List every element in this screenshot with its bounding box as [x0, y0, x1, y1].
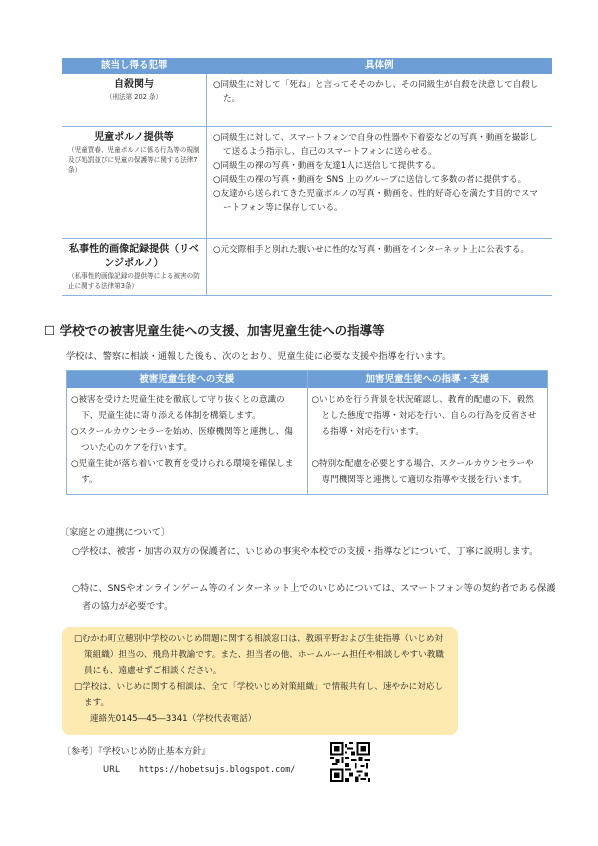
home-cooperation-heading: 〔家庭との連携について〕 — [60, 527, 171, 538]
url-label: URL — [103, 764, 120, 774]
crime-law: （刑法第 202 条） — [105, 93, 163, 101]
section-intro: 学校は、警察に相談・通報した後も、次のとおり、児童生徒に必要な支援や指導を行います。 — [66, 351, 452, 362]
url-link[interactable]: https://hobetsujs.blogspot.com/ — [138, 764, 296, 774]
crime-name: 自殺関与 — [114, 79, 154, 90]
crime-law: （私事性的画像記録の提供等による被害の防止に関する法律第3条） — [68, 271, 200, 290]
crime-table — [62, 58, 552, 296]
checkbox-icon: ☐ — [44, 323, 56, 338]
reference-url[interactable] — [103, 764, 295, 774]
qr-code-icon — [330, 742, 370, 782]
section-title — [44, 321, 385, 339]
list-item: ○児童生徒が落ち着いて教育を受けられる環境を確保します。 — [71, 459, 294, 485]
support-table — [66, 370, 548, 495]
list-item: ○特に、SNSやオンラインゲーム等のインターネット上でのいじめについては、スマートフォン等の契約者である保護者の協力が必要です。 — [72, 583, 556, 612]
contact-phone: 連絡先0145―45―3341（学校代表電話） — [90, 714, 257, 724]
example-header: 具体例 — [207, 58, 553, 74]
example-item: ○友達から送られてきた児童ポルノの写真・動画を、性的好奇心を満たす目的でスマートフォン等に保存している。 — [213, 188, 538, 213]
list-item: ○学校は、被害・加害の双方の保護者に、いじめの事実や本校での支援・指導などについて、丁寧に説明します。 — [72, 546, 539, 557]
table-row — [62, 126, 552, 238]
table-row — [62, 74, 552, 126]
table-row — [62, 238, 552, 295]
list-item: ○スクールカウンセラーを始め、医療機関等と連携し、傷ついた心のケアを行います。 — [71, 427, 293, 453]
victim-support-column — [67, 371, 307, 494]
section-title-text: 学校での被害児童生徒への支援、加害児童生徒への指導等 — [59, 323, 385, 338]
notice-item: □むかわ町立穂別中学校のいじめ問題に関する相談窓口は、教頭平野および生徒指導（いじめ対策組織）担当の、飛鳥井教諭です。また、担当者の他、ホームルーム担任や相談しやすい教職員にも、遠慮せずご相談ください。 — [74, 634, 444, 676]
list-item: ○被害を受けた児童生徒を徹底して守り抜くとの意識の下、児童生徒に寄り添える体制を構築します。 — [71, 395, 285, 421]
crime-header: 該当し得る犯罪 — [62, 58, 207, 74]
crime-name: 私事性的画像記録提供（リベンジポルノ） — [69, 243, 199, 269]
reference-label: 〔参考〕『学校いじめ防止基本方針』 — [62, 747, 211, 757]
example-item: ○元交際相手と別れた腹いせに性的な写真・動画をインターネット上に公表する。 — [213, 244, 530, 255]
list-item: ○いじめを行う背景を状況確認し、教育的配慮の下、毅然とした態度で指導・対応を行い、自らの行為を反省させる指導・対応を行います。 — [311, 395, 537, 437]
example-item: ○同級生の裸の写真・動画を友達1人に送信して提供する。 — [213, 160, 441, 171]
example-item: ○同級生に対して、スマートフォンで自身の性器や下着姿などの写真・動画を撮影して送るよう指示し、自己のスマートフォンに送らせる。 — [213, 132, 538, 157]
list-item: ○特別な配慮を必要とする場合、スクールカウンセラーや専門機関等と連携して適切な指導や支援を行います。 — [311, 459, 534, 485]
crime-name: 児童ポルノ提供等 — [94, 131, 174, 143]
victim-support-header: 被害児童生徒への支援 — [67, 371, 307, 388]
contact-notice — [62, 627, 458, 735]
perpetrator-guidance-header: 加害児童生徒への指導・支援 — [308, 371, 548, 388]
crime-law: （児童買春、児童ポルノに係る行為等の規制及び処罰並びに児童の保護等に関する法律7条） — [68, 145, 200, 174]
example-item: ○同級生の裸の写真・動画を SNS 上のグループに送信して多数の者に提供する。 — [213, 174, 527, 185]
perpetrator-guidance-column — [307, 371, 548, 494]
example-item: ○同級生に対して「死ね」と言ってそそのかし、その同級生が自殺を決意して自殺した。 — [213, 80, 539, 104]
notice-item: □学校は、いじめに関する相談は、全て「学校いじめ対策組織」で情報共有し、速やかに対応します。 — [74, 682, 444, 708]
